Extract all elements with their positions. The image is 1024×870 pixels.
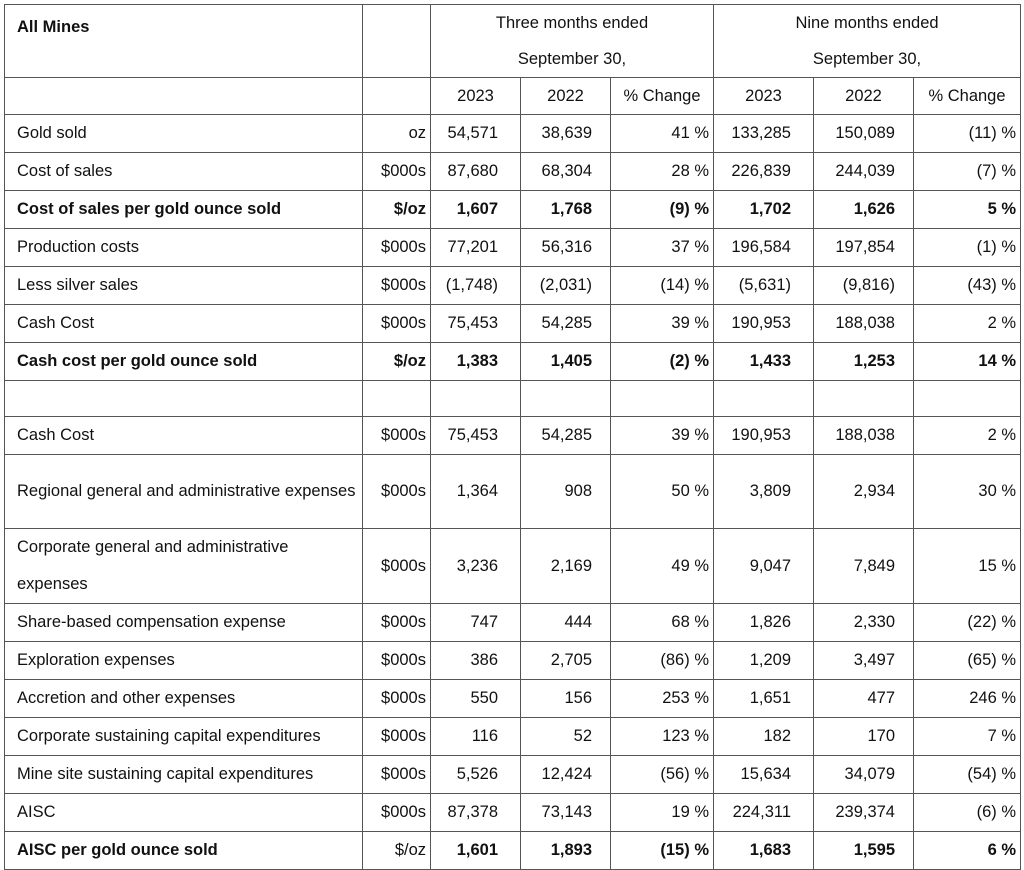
- cell-nine-months-2023: 190,953: [714, 417, 814, 455]
- cell-three-months-2023: (1,748): [431, 267, 521, 305]
- row-unit: oz: [363, 115, 431, 153]
- cell-nine-months-change: (11) %: [914, 115, 1021, 153]
- row-label: Cash Cost: [5, 305, 363, 343]
- three-months-header-line1: Three months ended: [495, 14, 649, 32]
- cell-nine-months-2023: 133,285: [714, 115, 814, 153]
- three-months-header: [431, 5, 714, 78]
- cell-three-months-2022: 52: [521, 718, 611, 756]
- table-row: [5, 529, 1021, 604]
- table-row: [5, 305, 1021, 343]
- table-row: [5, 267, 1021, 305]
- row-label: Cost of sales per gold ounce sold: [5, 191, 363, 229]
- row-label: AISC: [5, 794, 363, 832]
- cell-three-months-2023: 1,607: [431, 191, 521, 229]
- header-blank: [363, 5, 431, 78]
- cell-three-months-change: 123 %: [611, 718, 714, 756]
- row-label: Gold sold: [5, 115, 363, 153]
- cell-three-months-2023: [431, 381, 521, 417]
- row-label: AISC per gold ounce sold: [5, 832, 363, 870]
- row-unit: $000s: [363, 604, 431, 642]
- cell-three-months-2023: 54,571: [431, 115, 521, 153]
- year-header-nchange: % Change: [914, 78, 1021, 115]
- row-unit: $000s: [363, 267, 431, 305]
- cell-nine-months-change: 2 %: [914, 305, 1021, 343]
- cell-three-months-2022: 444: [521, 604, 611, 642]
- table-row: [5, 455, 1021, 529]
- cell-nine-months-2023: 1,209: [714, 642, 814, 680]
- row-unit: $/oz: [363, 832, 431, 870]
- year-header-blank: [5, 78, 363, 115]
- table-row: [5, 191, 1021, 229]
- row-label: Share-based compensation expense: [5, 604, 363, 642]
- row-unit: $000s: [363, 229, 431, 267]
- cell-three-months-change: 49 %: [611, 529, 714, 604]
- cell-three-months-2023: 87,680: [431, 153, 521, 191]
- cell-nine-months-change: (54) %: [914, 756, 1021, 794]
- cell-three-months-2022: 73,143: [521, 794, 611, 832]
- cell-three-months-2023: 77,201: [431, 229, 521, 267]
- cell-nine-months-change: (6) %: [914, 794, 1021, 832]
- table-row: [5, 680, 1021, 718]
- cell-nine-months-change: (7) %: [914, 153, 1021, 191]
- row-unit: $/oz: [363, 343, 431, 381]
- row-unit: $000s: [363, 642, 431, 680]
- cell-three-months-2023: 87,378: [431, 794, 521, 832]
- row-label: Cost of sales: [5, 153, 363, 191]
- cell-nine-months-change: (1) %: [914, 229, 1021, 267]
- cell-three-months-change: (2) %: [611, 343, 714, 381]
- cell-three-months-2023: 1,383: [431, 343, 521, 381]
- cell-three-months-2023: 550: [431, 680, 521, 718]
- row-unit: $000s: [363, 417, 431, 455]
- row-unit: $000s: [363, 718, 431, 756]
- cell-three-months-2023: 3,236: [431, 529, 521, 604]
- cell-nine-months-change: [914, 381, 1021, 417]
- cell-three-months-2022: 2,705: [521, 642, 611, 680]
- cell-three-months-change: 253 %: [611, 680, 714, 718]
- cell-three-months-2023: 116: [431, 718, 521, 756]
- cell-nine-months-2023: 1,702: [714, 191, 814, 229]
- row-unit: $/oz: [363, 191, 431, 229]
- row-label: Accretion and other expenses: [5, 680, 363, 718]
- cell-three-months-2022: 156: [521, 680, 611, 718]
- cell-nine-months-2022: 2,330: [814, 604, 914, 642]
- table-row: [5, 794, 1021, 832]
- table-row: [5, 229, 1021, 267]
- cell-nine-months-2022: 3,497: [814, 642, 914, 680]
- cell-three-months-2023: 747: [431, 604, 521, 642]
- cell-three-months-2023: 75,453: [431, 305, 521, 343]
- year-header-qchange: % Change: [611, 78, 714, 115]
- cell-three-months-2023: 1,601: [431, 832, 521, 870]
- year-header-blank-unit: [363, 78, 431, 115]
- cell-three-months-2023: 5,526: [431, 756, 521, 794]
- cell-three-months-2022: 68,304: [521, 153, 611, 191]
- cell-nine-months-change: 5 %: [914, 191, 1021, 229]
- cell-three-months-change: (9) %: [611, 191, 714, 229]
- cell-three-months-2023: 75,453: [431, 417, 521, 455]
- nine-months-header-line2: September 30,: [812, 50, 922, 68]
- table-title: All Mines: [5, 5, 363, 78]
- row-unit: $000s: [363, 153, 431, 191]
- cell-nine-months-2022: 244,039: [814, 153, 914, 191]
- row-label: Corporate sustaining capital expenditures: [5, 718, 363, 756]
- aisc-table: [4, 4, 1021, 870]
- row-unit: $000s: [363, 794, 431, 832]
- cell-three-months-change: 39 %: [611, 305, 714, 343]
- cell-nine-months-2023: 1,683: [714, 832, 814, 870]
- cell-three-months-2022: 1,893: [521, 832, 611, 870]
- cell-nine-months-2023: 196,584: [714, 229, 814, 267]
- cell-nine-months-2022: (9,816): [814, 267, 914, 305]
- year-header-q2022: 2022: [521, 78, 611, 115]
- header-row-years: [5, 78, 1021, 115]
- cell-three-months-change: (15) %: [611, 832, 714, 870]
- row-label: [5, 381, 363, 417]
- cell-three-months-2022: (2,031): [521, 267, 611, 305]
- header-row-period: [5, 5, 1021, 78]
- cell-nine-months-2022: 188,038: [814, 305, 914, 343]
- cell-three-months-2022: 1,405: [521, 343, 611, 381]
- cell-three-months-change: 68 %: [611, 604, 714, 642]
- cell-three-months-change: (56) %: [611, 756, 714, 794]
- cell-nine-months-2022: 1,253: [814, 343, 914, 381]
- table-row: [5, 115, 1021, 153]
- cell-three-months-change: 28 %: [611, 153, 714, 191]
- cell-nine-months-2023: 226,839: [714, 153, 814, 191]
- row-unit: $000s: [363, 529, 431, 604]
- table-row: [5, 604, 1021, 642]
- cell-nine-months-2023: [714, 381, 814, 417]
- cell-three-months-change: 50 %: [611, 455, 714, 529]
- cell-three-months-2022: 54,285: [521, 417, 611, 455]
- cell-three-months-2022: [521, 381, 611, 417]
- nine-months-header-line1: Nine months ended: [795, 14, 939, 32]
- cell-three-months-2022: 1,768: [521, 191, 611, 229]
- cell-nine-months-2023: 190,953: [714, 305, 814, 343]
- table-row: [5, 756, 1021, 794]
- table-row: [5, 642, 1021, 680]
- cell-nine-months-2022: 7,849: [814, 529, 914, 604]
- year-header-n2023: 2023: [714, 78, 814, 115]
- cell-three-months-change: 39 %: [611, 417, 714, 455]
- row-unit: $000s: [363, 756, 431, 794]
- cell-nine-months-change: 246 %: [914, 680, 1021, 718]
- cell-nine-months-2022: 188,038: [814, 417, 914, 455]
- row-label: Cash cost per gold ounce sold: [5, 343, 363, 381]
- cell-nine-months-change: 14 %: [914, 343, 1021, 381]
- three-months-header-line2: September 30,: [517, 50, 627, 68]
- cell-nine-months-2023: 182: [714, 718, 814, 756]
- cell-nine-months-2023: 15,634: [714, 756, 814, 794]
- row-label: Production costs: [5, 229, 363, 267]
- cell-nine-months-change: 7 %: [914, 718, 1021, 756]
- cell-nine-months-2023: 3,809: [714, 455, 814, 529]
- year-header-n2022: 2022: [814, 78, 914, 115]
- row-label: Mine site sustaining capital expenditures: [5, 756, 363, 794]
- cell-nine-months-2022: 150,089: [814, 115, 914, 153]
- row-label: Regional general and administrative expenses: [5, 455, 363, 529]
- cell-three-months-2022: 56,316: [521, 229, 611, 267]
- cell-nine-months-2023: (5,631): [714, 267, 814, 305]
- cell-three-months-change: 19 %: [611, 794, 714, 832]
- row-label: Exploration expenses: [5, 642, 363, 680]
- row-unit: [363, 381, 431, 417]
- cell-nine-months-change: 6 %: [914, 832, 1021, 870]
- cell-nine-months-change: (22) %: [914, 604, 1021, 642]
- cell-nine-months-2022: 1,626: [814, 191, 914, 229]
- cell-three-months-change: (14) %: [611, 267, 714, 305]
- cell-three-months-2022: 2,169: [521, 529, 611, 604]
- cell-nine-months-2023: 9,047: [714, 529, 814, 604]
- cell-nine-months-2023: 1,433: [714, 343, 814, 381]
- cell-nine-months-2022: 197,854: [814, 229, 914, 267]
- cell-three-months-2022: 908: [521, 455, 611, 529]
- cell-three-months-2023: 386: [431, 642, 521, 680]
- cell-nine-months-change: (65) %: [914, 642, 1021, 680]
- table-row: [5, 381, 1021, 417]
- cell-nine-months-2022: 477: [814, 680, 914, 718]
- cell-nine-months-change: (43) %: [914, 267, 1021, 305]
- cell-three-months-2022: 12,424: [521, 756, 611, 794]
- table-row: [5, 832, 1021, 870]
- cell-three-months-change: 37 %: [611, 229, 714, 267]
- table-row: [5, 343, 1021, 381]
- row-unit: $000s: [363, 455, 431, 529]
- cell-nine-months-2022: [814, 381, 914, 417]
- cell-nine-months-2022: 2,934: [814, 455, 914, 529]
- row-label: Corporate general and administrative expenses: [5, 529, 363, 604]
- cell-three-months-2022: 54,285: [521, 305, 611, 343]
- row-unit: $000s: [363, 680, 431, 718]
- cell-nine-months-2022: 239,374: [814, 794, 914, 832]
- cell-nine-months-2023: 1,826: [714, 604, 814, 642]
- cell-three-months-change: 41 %: [611, 115, 714, 153]
- row-label: Less silver sales: [5, 267, 363, 305]
- cell-nine-months-2022: 170: [814, 718, 914, 756]
- table-row: [5, 417, 1021, 455]
- cell-three-months-change: [611, 381, 714, 417]
- year-header-q2023: 2023: [431, 78, 521, 115]
- cell-nine-months-change: 30 %: [914, 455, 1021, 529]
- cell-nine-months-2023: 1,651: [714, 680, 814, 718]
- cell-three-months-2022: 38,639: [521, 115, 611, 153]
- cell-nine-months-change: 2 %: [914, 417, 1021, 455]
- table-row: [5, 718, 1021, 756]
- nine-months-header: [714, 5, 1021, 78]
- row-unit: $000s: [363, 305, 431, 343]
- cell-three-months-change: (86) %: [611, 642, 714, 680]
- table-row: [5, 153, 1021, 191]
- cell-nine-months-2022: 1,595: [814, 832, 914, 870]
- cell-nine-months-2023: 224,311: [714, 794, 814, 832]
- cell-nine-months-2022: 34,079: [814, 756, 914, 794]
- cell-nine-months-change: 15 %: [914, 529, 1021, 604]
- row-label: Cash Cost: [5, 417, 363, 455]
- cell-three-months-2023: 1,364: [431, 455, 521, 529]
